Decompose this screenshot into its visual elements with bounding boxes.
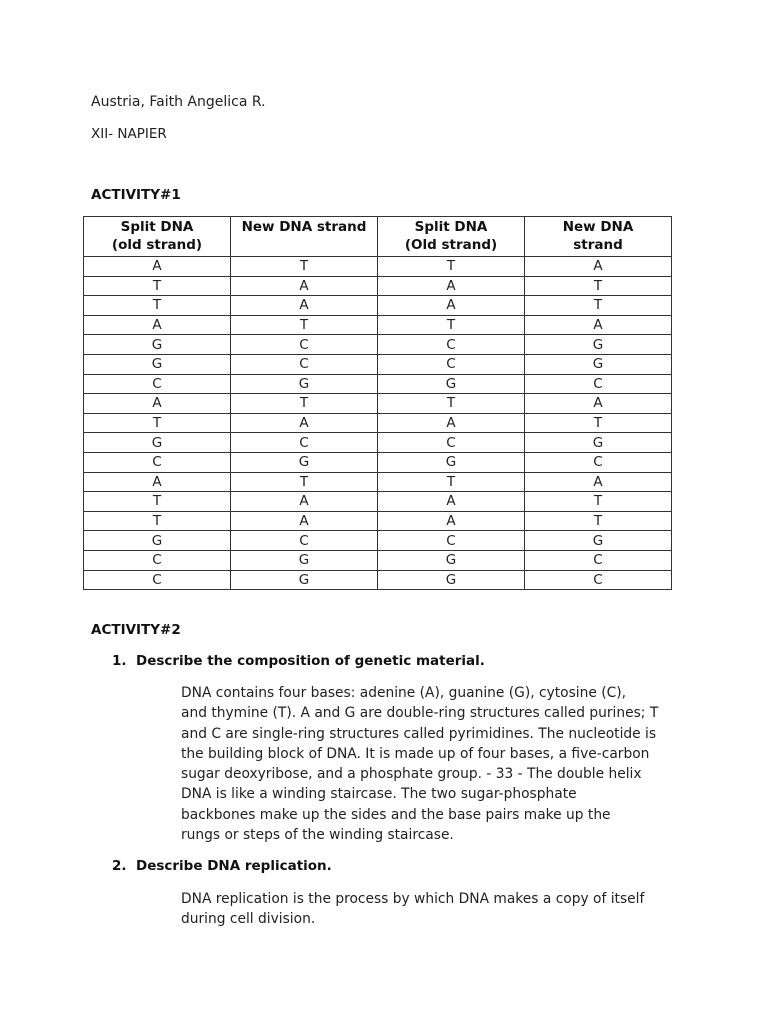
answer-line: and C are single-ring structures called pyrimidines. The nucleotide is (181, 725, 657, 742)
table-row (84, 315, 672, 335)
question-text: Describe the composition of genetic material. (136, 653, 485, 669)
table-cell: A (378, 511, 525, 531)
table-cell: G (378, 374, 525, 394)
table-row (84, 570, 672, 590)
table-cell: T (525, 413, 672, 433)
table-cell: G (525, 531, 672, 551)
answer-2 (181, 889, 681, 930)
table-cell: G (525, 433, 672, 453)
activity1-title: ACTIVITY#1 (91, 187, 181, 203)
table-cell: C (231, 335, 378, 355)
answer-line: DNA contains four bases: adenine (A), guanine (G), cytosine (C), (181, 685, 627, 701)
table-cell: C (525, 550, 672, 570)
table-cell: A (231, 413, 378, 433)
table-cell: T (84, 276, 231, 296)
table-cell: C (378, 531, 525, 551)
table-cell: G (84, 354, 231, 374)
table-cell: G (525, 354, 672, 374)
table-cell: G (378, 550, 525, 570)
table-row (84, 492, 672, 512)
table-cell: T (525, 276, 672, 296)
question-2 (112, 858, 332, 874)
answer-line: and thymine (T). A and G are double-ring structures called purines; T (181, 705, 659, 722)
column-header: Split DNA (old strand) (84, 217, 231, 257)
table-cell: A (84, 472, 231, 492)
table-cell: C (525, 374, 672, 394)
table-cell: C (231, 354, 378, 374)
table-cell: A (378, 276, 525, 296)
table-row (84, 257, 672, 277)
table-cell: T (378, 472, 525, 492)
table-row (84, 374, 672, 394)
table-cell: G (84, 335, 231, 355)
question-number: 1. (112, 653, 127, 669)
question-text: Describe DNA replication. (136, 858, 332, 874)
table-cell: T (231, 315, 378, 335)
section-label: XII- NAPIER (91, 126, 167, 142)
table-header-row (84, 217, 672, 257)
table-cell: C (378, 433, 525, 453)
table-cell: G (84, 531, 231, 551)
table-cell: A (525, 472, 672, 492)
table-row (84, 276, 672, 296)
table-cell: T (84, 413, 231, 433)
table-cell: G (378, 452, 525, 472)
table-cell: A (84, 394, 231, 414)
table-row (84, 511, 672, 531)
table-row (84, 433, 672, 453)
answer-line: the building block of DNA. It is made up of four bases, a five-carbon (181, 745, 650, 762)
table-row (84, 452, 672, 472)
table-cell: A (84, 257, 231, 277)
table-row (84, 394, 672, 414)
table-body (84, 257, 672, 590)
table-cell: A (525, 394, 672, 414)
table-cell: C (378, 354, 525, 374)
table-row (84, 296, 672, 316)
table-row (84, 472, 672, 492)
table-cell: G (525, 335, 672, 355)
table-cell: C (231, 433, 378, 453)
table-cell: A (525, 315, 672, 335)
table-cell: A (378, 413, 525, 433)
answer-line: backbones make up the sides and the base pairs make up the (181, 806, 611, 823)
table-cell: A (378, 296, 525, 316)
table-cell: G (231, 550, 378, 570)
student-name: Austria, Faith Angelica R. (91, 94, 266, 110)
answer-line: during cell division. (181, 911, 316, 928)
table-cell: C (84, 550, 231, 570)
table-cell: T (525, 511, 672, 531)
table-cell: T (84, 511, 231, 531)
table-cell: G (231, 374, 378, 394)
table-cell: T (231, 257, 378, 277)
table-cell: C (378, 335, 525, 355)
table-cell: A (231, 296, 378, 316)
table-cell: C (525, 570, 672, 590)
dna-strand-table (83, 216, 672, 590)
question-number: 2. (112, 858, 127, 874)
table-cell: C (525, 452, 672, 472)
table-cell: T (378, 394, 525, 414)
answer-line: DNA is like a winding staircase. The two sugar-phosphate (181, 786, 577, 803)
column-header: New DNA strand (231, 217, 378, 257)
table-cell: A (84, 315, 231, 335)
question-1 (112, 653, 485, 669)
column-header: New DNA strand (525, 217, 672, 257)
table-row (84, 550, 672, 570)
table-cell: G (231, 570, 378, 590)
table-cell: C (84, 374, 231, 394)
table-cell: A (231, 276, 378, 296)
answer-line: DNA replication is the process by which DNA makes a copy of itself (181, 891, 645, 907)
table-cell: A (378, 492, 525, 512)
table-cell: A (231, 492, 378, 512)
table-cell: T (525, 296, 672, 316)
table-row (84, 335, 672, 355)
table-cell: T (378, 257, 525, 277)
table-cell: C (84, 452, 231, 472)
answer-line: sugar deoxyribose, and a phosphate group. - 33 - The double helix (181, 766, 642, 783)
table-cell: G (231, 452, 378, 472)
table-cell: T (84, 492, 231, 512)
table-cell: A (525, 257, 672, 277)
table-row (84, 354, 672, 374)
table-cell: G (84, 433, 231, 453)
table-cell: A (231, 511, 378, 531)
table-row (84, 413, 672, 433)
table-cell: C (231, 531, 378, 551)
activity2-title: ACTIVITY#2 (91, 622, 181, 638)
table-cell: T (525, 492, 672, 512)
table-cell: T (231, 394, 378, 414)
table-cell: T (231, 472, 378, 492)
column-header: Split DNA (Old strand) (378, 217, 525, 257)
table-cell: G (378, 570, 525, 590)
table-cell: T (84, 296, 231, 316)
table-row (84, 531, 672, 551)
table-cell: C (84, 570, 231, 590)
answer-1 (181, 683, 681, 845)
answer-line: rungs or steps of the winding staircase. (181, 827, 454, 844)
table-cell: T (378, 315, 525, 335)
